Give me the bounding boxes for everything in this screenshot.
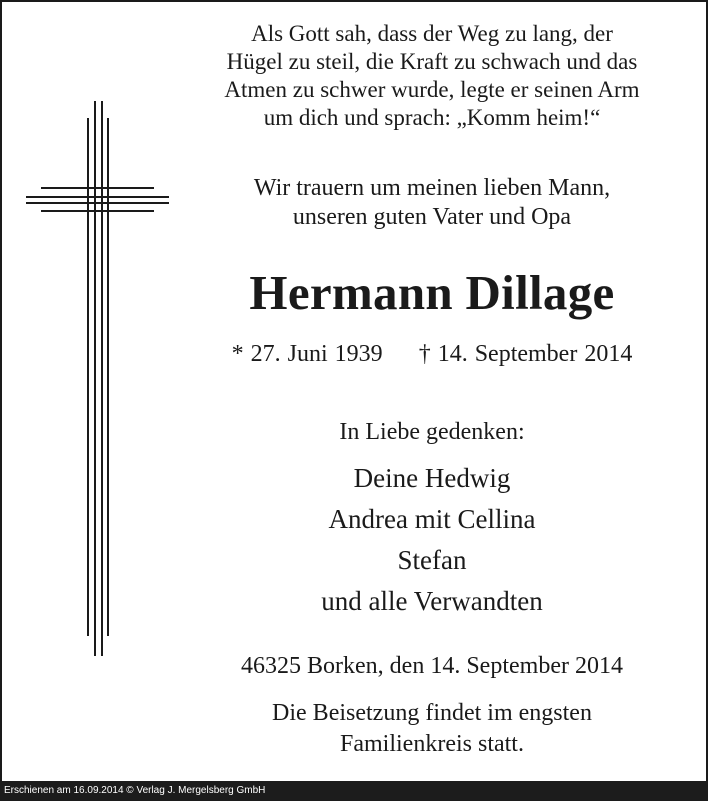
cross-icon bbox=[2, 2, 182, 662]
funeral-line: Die Beisetzung findet im engsten bbox=[272, 700, 592, 726]
poem-line: Als Gott sah, dass der Weg zu lang, der bbox=[251, 21, 613, 46]
remembrance-heading: In Liebe gedenken: bbox=[339, 419, 525, 445]
deceased-name: Hermann Dillage bbox=[249, 265, 615, 320]
intro-line: unseren guten Vater und Opa bbox=[292, 204, 572, 230]
mourners-list bbox=[182, 458, 682, 622]
poem bbox=[182, 20, 682, 132]
death-date: † 14. September 2014 bbox=[418, 341, 633, 367]
birth-date: * 27. Juni 1939 bbox=[231, 341, 383, 367]
place-date: 46325 Borken, den 14. September 2014 bbox=[241, 653, 623, 679]
mourner-item: und alle Verwandten bbox=[321, 586, 543, 616]
funeral-notice bbox=[182, 698, 682, 760]
poem-line: Atmen zu schwer wurde, legte er seinen Arm bbox=[224, 77, 640, 102]
mourning-intro bbox=[182, 174, 682, 232]
mourner-item: Stefan bbox=[397, 545, 467, 575]
life-dates bbox=[182, 338, 682, 370]
poem-line: Hügel zu steil, die Kraft zu schwach und das bbox=[226, 49, 638, 74]
poem-line: um dich und sprach: „Komm heim!“ bbox=[263, 105, 601, 130]
mourner-item: Deine Hedwig bbox=[353, 463, 511, 493]
mourner-item: Andrea mit Cellina bbox=[328, 504, 536, 534]
publication-footer: Erschienen am 16.09.2014 © Verlag J. Mergelsberg GmbH bbox=[0, 781, 708, 801]
funeral-line: Familienkreis statt. bbox=[340, 731, 524, 757]
intro-line: Wir trauern um meinen lieben Mann, bbox=[253, 175, 611, 201]
